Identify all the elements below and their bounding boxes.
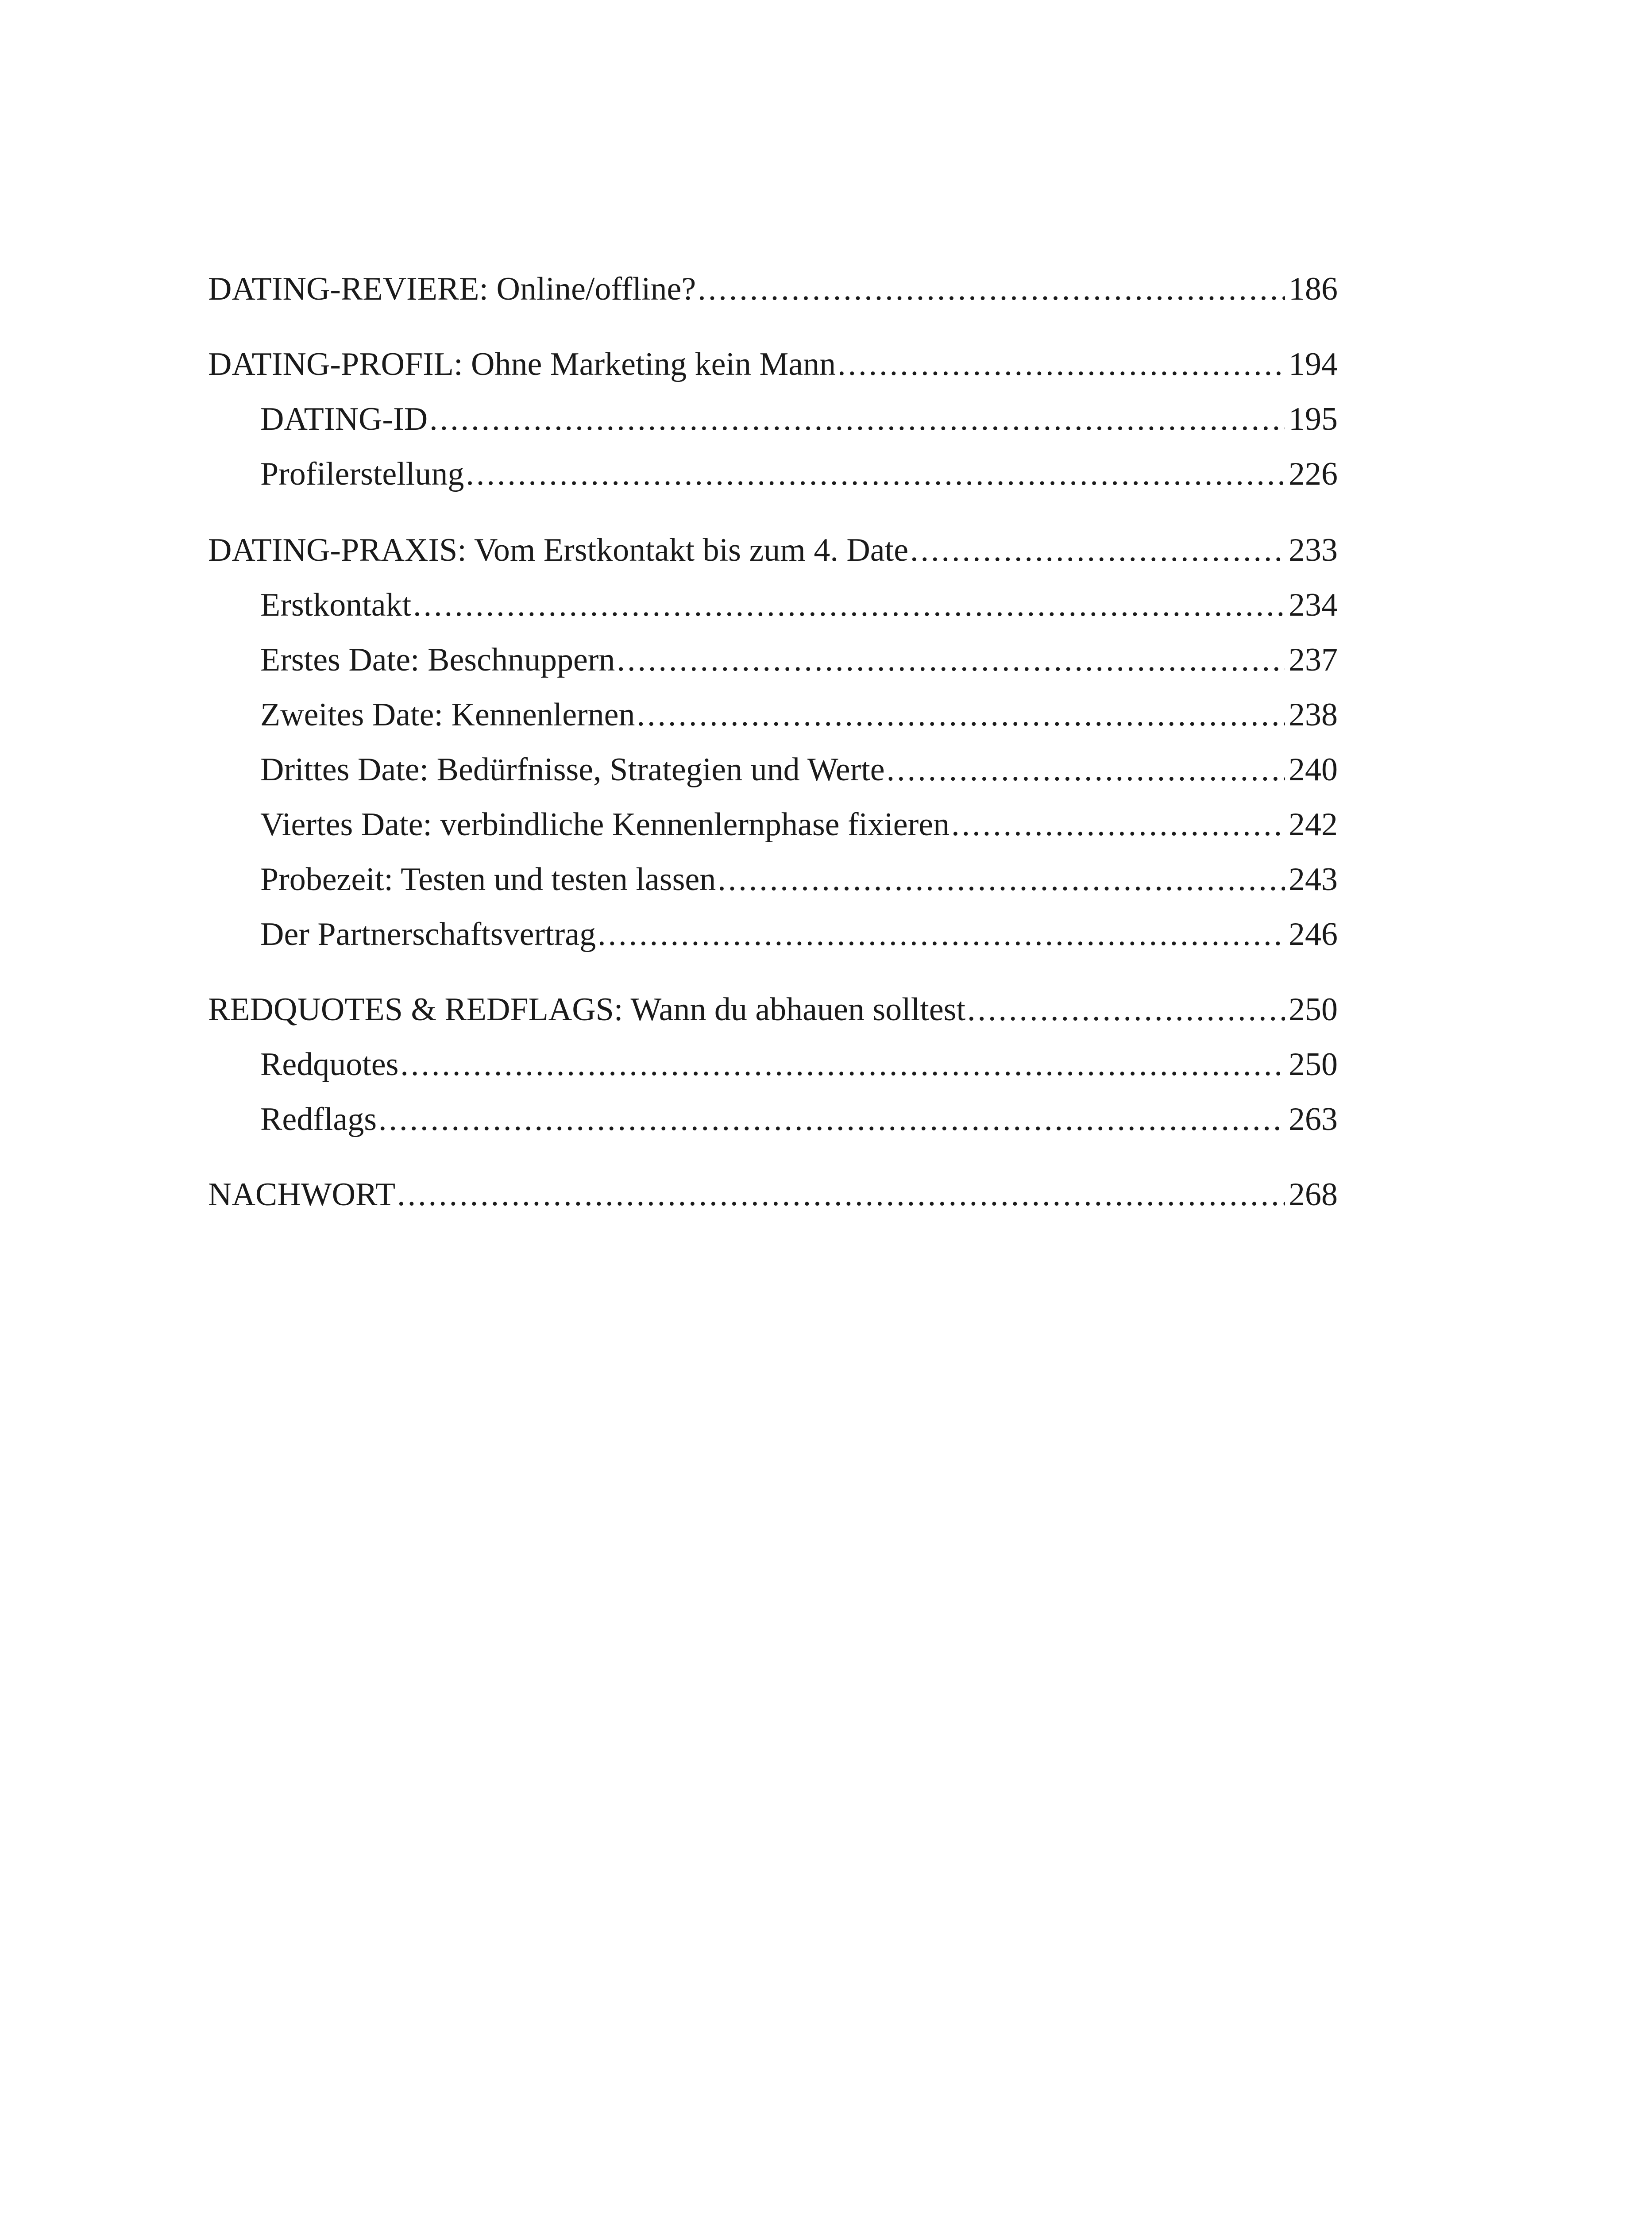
toc-dot-leader bbox=[718, 863, 1285, 896]
toc-entry-title: REDQUOTES & REDFLAGS: Wann du abhauen solltest bbox=[208, 991, 966, 1028]
toc-entry-title: NACHWORT bbox=[208, 1176, 396, 1213]
toc-entry-redquotes-redflags[interactable] bbox=[208, 977, 1338, 1026]
toc-entry-title: Der Partnerschaftsvertrag bbox=[260, 916, 596, 952]
toc-page-number: 194 bbox=[1289, 346, 1338, 382]
toc-dot-leader bbox=[617, 644, 1285, 676]
toc-entry-redflags[interactable] bbox=[260, 1087, 1338, 1136]
toc-page-number: 268 bbox=[1289, 1176, 1338, 1213]
toc-dot-leader bbox=[397, 1178, 1285, 1211]
toc-page-number: 243 bbox=[1289, 861, 1338, 898]
toc-page-number: 237 bbox=[1289, 642, 1338, 678]
toc-dot-leader bbox=[887, 753, 1285, 786]
toc-entry-nachwort[interactable] bbox=[208, 1162, 1338, 1211]
toc-entry-dating-praxis[interactable] bbox=[208, 518, 1338, 567]
toc-dot-leader bbox=[698, 273, 1285, 305]
toc-page-number: 234 bbox=[1289, 587, 1338, 623]
toc-entry-title: Erstes Date: Beschnuppern bbox=[260, 642, 615, 678]
toc-entry-dating-reviere[interactable] bbox=[208, 257, 1338, 305]
toc-entry-dating-id[interactable] bbox=[260, 387, 1338, 436]
toc-entry-title: Drittes Date: Bedürfnisse, Strategien und Werte bbox=[260, 752, 885, 788]
toc-dot-leader bbox=[910, 534, 1285, 567]
toc-entry-title: Erstkontakt bbox=[260, 587, 412, 623]
toc-page-number: 250 bbox=[1289, 1046, 1338, 1083]
toc-page-number: 240 bbox=[1289, 752, 1338, 788]
toc-dot-leader bbox=[378, 1103, 1285, 1136]
toc-entry-probezeit[interactable] bbox=[260, 847, 1338, 896]
toc-page-number: 233 bbox=[1289, 532, 1338, 568]
toc-dot-leader bbox=[637, 698, 1285, 731]
toc-page-number: 250 bbox=[1289, 991, 1338, 1028]
toc-entry-dating-profil[interactable] bbox=[208, 332, 1338, 381]
toc-dot-leader bbox=[598, 918, 1285, 951]
toc-entry-title: Probezeit: Testen und testen lassen bbox=[260, 861, 716, 898]
toc-page-number: 238 bbox=[1289, 697, 1338, 733]
toc-page-number: 242 bbox=[1289, 806, 1338, 843]
toc-dot-leader bbox=[838, 348, 1285, 381]
toc-entry-drittes-date[interactable] bbox=[260, 737, 1338, 786]
toc-entry-profilerstellung[interactable] bbox=[260, 442, 1338, 490]
toc-dot-leader bbox=[400, 1048, 1285, 1081]
toc-entry-title: DATING-PROFIL: Ohne Marketing kein Mann bbox=[208, 346, 836, 382]
toc-entry-title: Zweites Date: Kennenlernen bbox=[260, 697, 635, 733]
toc-page-number: 186 bbox=[1289, 271, 1338, 307]
toc-dot-leader bbox=[466, 458, 1285, 490]
toc-entry-title: Redflags bbox=[260, 1101, 377, 1137]
toc-entry-title: Viertes Date: verbindliche Kennenlernphase fixieren bbox=[260, 806, 950, 843]
toc-page-number: 263 bbox=[1289, 1101, 1338, 1137]
toc-dot-leader bbox=[967, 993, 1285, 1026]
toc-entry-redquotes[interactable] bbox=[260, 1032, 1338, 1081]
toc-page-number: 226 bbox=[1289, 456, 1338, 492]
toc-entry-title: DATING-REVIERE: Online/offline? bbox=[208, 271, 696, 307]
toc-entry-title: Profilerstellung bbox=[260, 456, 464, 492]
toc-page-number: 246 bbox=[1289, 916, 1338, 952]
toc-entry-title: DATING-PRAXIS: Vom Erstkontakt bis zum 4. Date bbox=[208, 532, 909, 568]
toc-dot-leader bbox=[951, 808, 1285, 841]
toc-entry-erstes-date[interactable] bbox=[260, 628, 1338, 676]
toc-entry-title: Redquotes bbox=[260, 1046, 399, 1083]
toc-entry-partnerschaftsvertrag[interactable] bbox=[260, 902, 1338, 951]
toc-entry-zweites-date[interactable] bbox=[260, 682, 1338, 731]
toc-entry-title: DATING-ID bbox=[260, 401, 428, 437]
toc-entry-erstkontakt[interactable] bbox=[260, 573, 1338, 621]
toc-dot-leader bbox=[429, 403, 1285, 436]
toc-entry-viertes-date[interactable] bbox=[260, 792, 1338, 841]
toc-page-number: 195 bbox=[1289, 401, 1338, 437]
toc-dot-leader bbox=[413, 589, 1285, 621]
